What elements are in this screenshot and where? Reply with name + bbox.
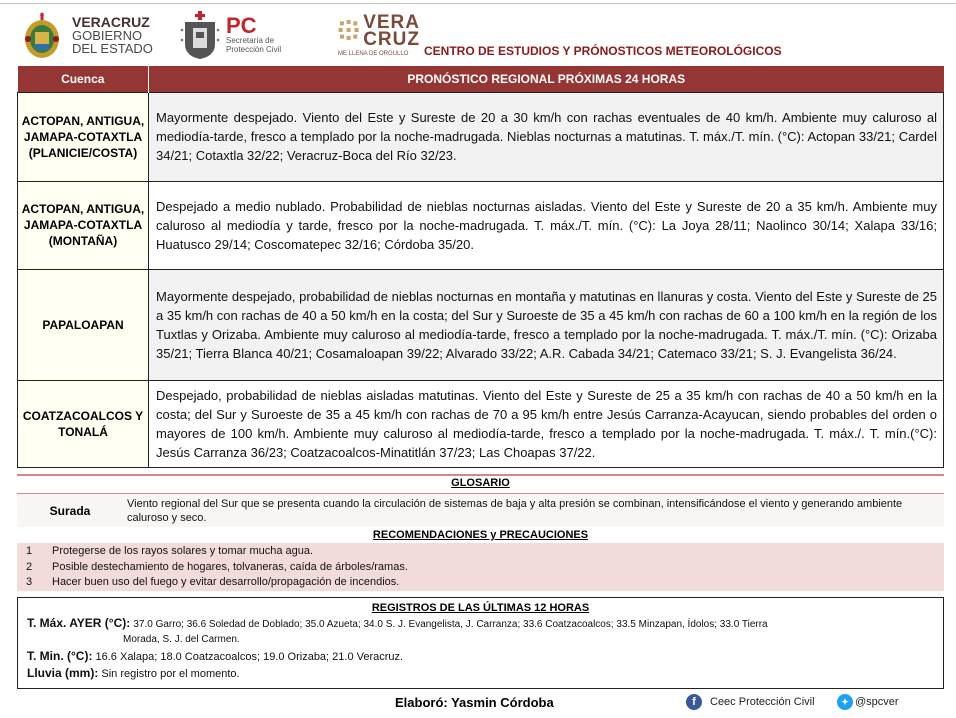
logo-proteccion-civil — [180, 10, 281, 60]
forecast-cell: Mayormente despejado. Viento del Este y Sureste de 20 a 30 km/h con rachas eventuales de 40 km/h. Ambiente muy caluroso al mediodía-tarde, fresco a templado por la noche-madrugada. Nieblas nocturnas a matutinas. T. máx./T. mín. (°C): Actopan 33/21; Cardel 34/21; Cotaxtla 32/22; Veracruz-Boca del Río 32/23. — [149, 92, 944, 181]
cuenca-cell: PAPALOAPAN — [18, 269, 149, 380]
item-text: Hacer buen uso del fuego y evitar desarrollo/propagación de incendios. — [52, 576, 400, 588]
twitter-icon: ✦ — [837, 694, 853, 710]
forecast-cell: Despejado a medio nublado. Probabilidad de nieblas nocturnas aisladas. Viento del Este y Sureste de 20 a 35 km/h. Ambiente muy caluroso al mediodía y tarde, fresco por la noche-madrugada. T. máx./T. mín. (°C): La Joya 28/11; Naolinco 30/14; Xalapa 33/16; Huatusco 29/14; Coscomatepec 32/16; Córdoba 35/20. — [149, 181, 944, 269]
vc-knot-icon — [338, 14, 359, 46]
recomendaciones-list — [17, 543, 944, 591]
glosario-term: Surada — [49, 503, 91, 518]
item-number: 2 — [26, 560, 33, 573]
tmax-value-continued: Morada, S. J. del Carmen. — [123, 634, 240, 645]
lluvia-line — [27, 665, 934, 682]
item-text: Protegerse de los rayos solares y tomar mucha agua. — [52, 545, 314, 557]
column-header-pronostico: PRONÓSTICO REGIONAL PRÓXIMAS 24 HORAS — [149, 66, 944, 92]
top-divider — [0, 3, 956, 4]
logo-veracruz-line2: GOBIERNO — [72, 27, 143, 43]
logo-veracruz-orgullo — [338, 14, 420, 64]
tmin-value: 16.6 Xalapa; 18.0 Coatzacoalcos; 19.0 Orizaba; 21.0 Veracruz. — [95, 651, 404, 663]
logo-pc-line1: Secretaría de — [226, 36, 275, 45]
coat-of-arms-icon — [20, 10, 64, 60]
forecast-table-header — [18, 66, 944, 92]
cuenca-cell: ACTOPAN, ANTIGUA, JAMAPA-COTAXTLA (MONTAÑA) — [18, 181, 149, 269]
forecast-table — [17, 66, 944, 468]
logo-pc-line2: Protección Civil — [226, 45, 282, 54]
author-credit: Elaboró: Yasmin Córdoba — [395, 695, 554, 710]
table-row — [18, 380, 944, 467]
glosario-entry — [17, 494, 944, 527]
column-header-cuenca: Cuenca — [18, 66, 149, 92]
item-text: Posible destechamiento de hogares, tolvaneras, caída de árboles/ramas. — [52, 560, 408, 573]
facebook-icon: f — [686, 694, 702, 710]
glosario-title: GLOSARIO — [451, 477, 510, 489]
twitter-handle: @spcver — [855, 696, 899, 708]
list-item — [17, 575, 944, 591]
logo-vc-tagline: ME LLENA DE ORGULLO — [338, 51, 409, 57]
section-divider — [17, 474, 944, 476]
facebook-handle: Ceec Protección Civil — [710, 696, 815, 708]
twitter-link[interactable] — [837, 694, 899, 710]
tmax-label: T. Máx. AYER (°C): — [27, 616, 131, 630]
table-row — [18, 92, 944, 181]
list-item — [17, 544, 944, 560]
logo-veracruz-line3: DEL ESTADO — [72, 40, 153, 56]
registros-box — [17, 597, 944, 689]
item-number: 3 — [26, 576, 33, 588]
logo-vc-line2: CRUZ — [363, 29, 420, 50]
table-row — [18, 269, 944, 380]
tmax-value: 37.0 Garro; 36.6 Soledad de Doblado; 35.0 Azueta; 34.0 S. J. Evangelista, J. Carranza; 33.6 Coatzacoalcos; 33.5 Minzapan, Ídolos; 33.0 Tierra — [133, 619, 768, 630]
facebook-link[interactable] — [686, 694, 815, 710]
logo-pc-title: PC — [226, 13, 257, 38]
list-item — [17, 560, 944, 576]
lluvia-label: Lluvia (mm): — [27, 666, 99, 680]
tmin-label: T. Min. (°C): — [27, 649, 93, 663]
tmax-line — [27, 615, 934, 633]
lluvia-value: Sin registro por el momento. — [101, 668, 240, 680]
logo-vc-line1: VERA — [363, 12, 420, 33]
center-title: CENTRO DE ESTUDIOS Y PRÓNOSTICOS METEOROLÓGICOS — [424, 44, 782, 58]
cuenca-cell: ACTOPAN, ANTIGUA, JAMAPA-COTAXTLA (PLANICIE/COSTA) — [18, 92, 149, 181]
table-row — [18, 181, 944, 269]
tmin-line — [27, 648, 934, 665]
forecast-cell: Mayormente despejado, probabilidad de nieblas nocturnas en montaña y matutinas en llanuras y costa. Viento del Este y Sureste de 25 a 35 km/h con rachas de 40 a 50 km/h en la costa; del Sur y Suroeste de 35 a 45 km/h con rachas de 60 a 100 km/h en la región de los Tuxtlas y Orizaba. Ambiente muy caluroso al mediodía-tarde, fresco a templado por la noche-madrugada. T. máx./T. mín. (°C): Orizaba 35/21; Tierra Blanca 40/21; Cosamaloapan 39/22; Alvarado 33/22; A.R. Cabada 34/21; Catemaco 33/21; S. J. Evangelista 36/24. — [149, 269, 944, 380]
logo-veracruz-line1: VERACRUZ — [72, 13, 150, 30]
registros-title: REGISTROS DE LAS ÚLTIMAS 12 HORAS — [371, 602, 590, 614]
forecast-cell: Despejado, probabilidad de nieblas aisladas matutinas. Viento del Este y Sureste de 25 a 35 km/h con rachas de 40 a 50 km/h en la costa; del Sur y Suroeste de 35 a 45 km/h con rachas de 70 a 95 km/h entre Jesús Carranza-Acayucan, siendo probables del orden o mayores de 100 km/h. Ambiente muy caluroso al mediodía-tarde, fresco a templado por la noche-madrugada. T. máx./. T. mín.(°C): Jesús Carranza 36/23; Coatzacoalcos-Minatitlán 37/23; Las Choapas 37/22. — [149, 380, 944, 467]
logo-veracruz-gobierno — [20, 10, 153, 60]
pc-shield-icon — [180, 10, 220, 60]
glosario-definition: Viento regional del Sur que se presenta cuando la circulación de sistemas de baja y alta presión se combinan, intensificándose el viento y generando ambiente caluroso y seco. — [127, 497, 903, 524]
cuenca-cell: COATZACOALCOS Y TONALÁ — [18, 380, 149, 467]
item-number: 1 — [26, 545, 33, 557]
recomendaciones-title: RECOMENDACIONES y PRECAUCIONES — [372, 529, 589, 541]
